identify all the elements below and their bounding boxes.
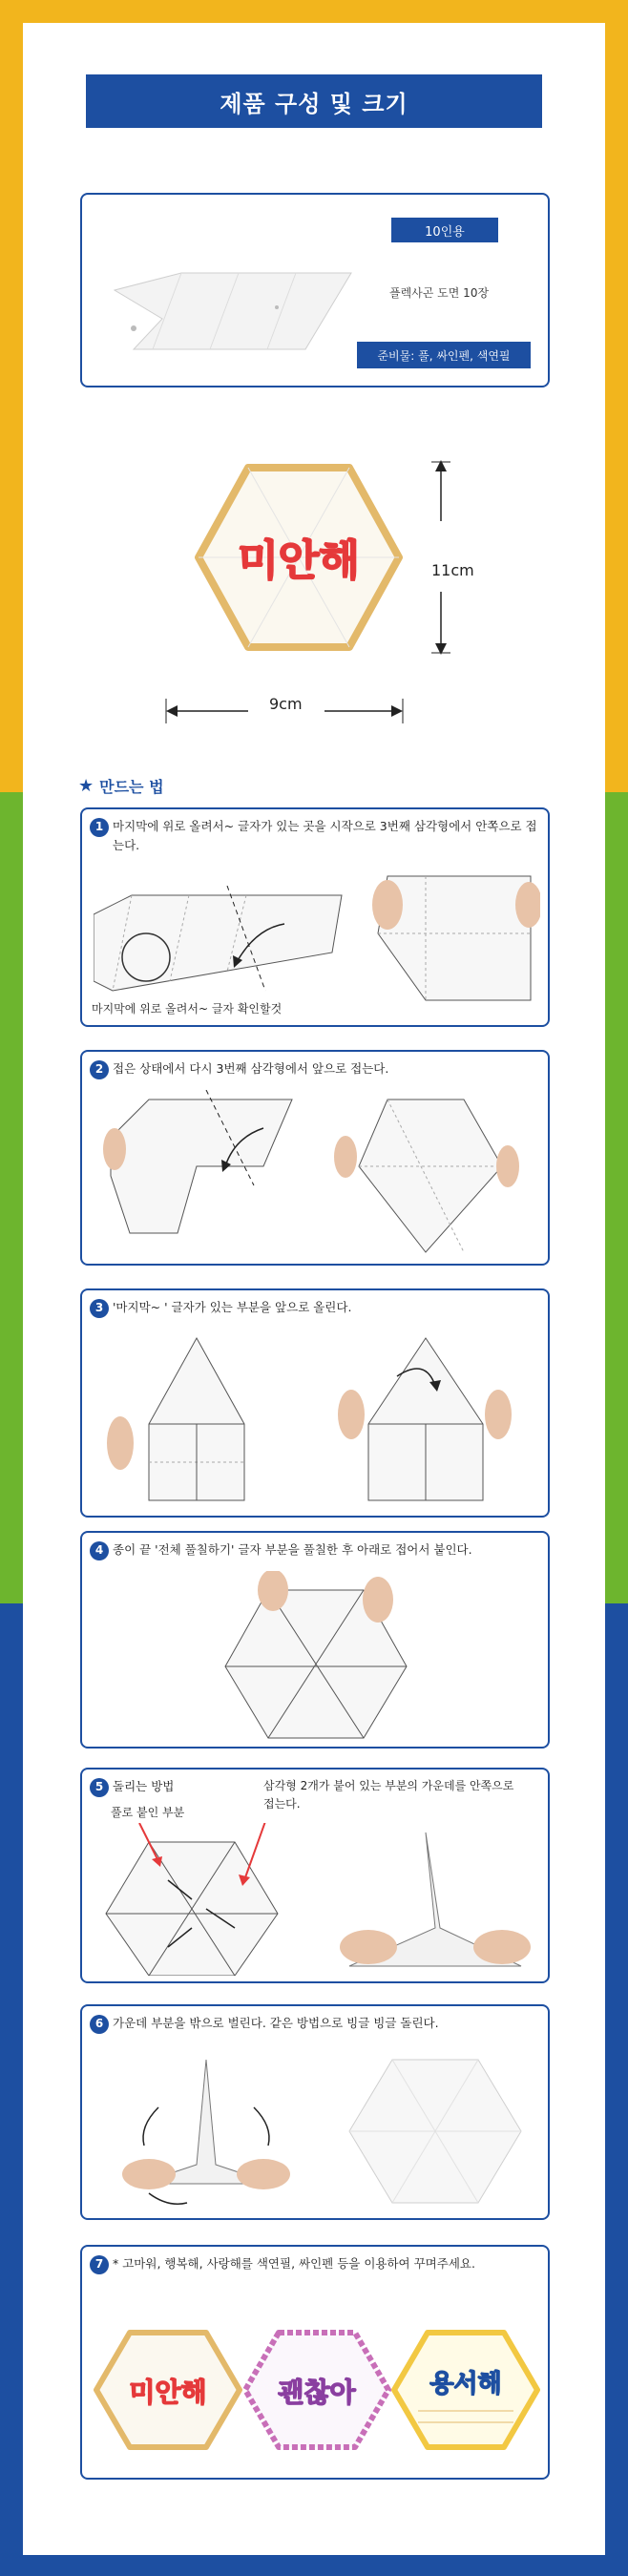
step-number: 5 <box>90 1778 109 1797</box>
hand-icon <box>107 1416 134 1470</box>
step-6-image-a <box>111 2050 302 2212</box>
svg-text:미안해: 미안해 <box>129 2377 207 2408</box>
page-title: 제품 구성 및 크기 <box>86 74 542 128</box>
step-number: 7 <box>90 2255 109 2274</box>
fold-instruction-label: 삼각형 2개가 붙어 있는 부분의 가운데를 안쪽으로 접는다. <box>263 1779 514 1812</box>
step-4-image <box>216 1571 416 1743</box>
composition-box <box>80 193 550 387</box>
hand-icon <box>103 1128 126 1170</box>
step-text: 돌리는 방법 <box>113 1779 175 1793</box>
step-text: 종이 끝 '전체 풀칠하기' 글자 부분을 풀칠한 후 아래로 접어서 붙인다. <box>113 1542 472 1557</box>
how-to-heading <box>78 775 164 797</box>
left-border-green <box>0 792 23 1603</box>
left-border-yellow <box>0 0 23 792</box>
height-label: 11cm <box>431 561 474 579</box>
step-5-image-b <box>330 1823 540 1976</box>
step-3 <box>80 1288 550 1518</box>
step-text: 마지막에 위로 올려서~ 글자가 있는 곳을 시작으로 3번째 삼각형에서 안쪽으로 접는다. <box>113 819 537 852</box>
top-border <box>0 0 628 23</box>
step-5-image-a <box>101 1823 292 1976</box>
step-5 <box>80 1768 550 1983</box>
svg-text:괜찮아: 괜찮아 <box>278 2377 356 2408</box>
size-illustration <box>143 449 506 735</box>
hand-icon <box>338 1390 365 1439</box>
capacity-badge: 10인용 <box>391 218 498 242</box>
step-number: 6 <box>90 2015 109 2034</box>
preparation-label: 준비물: 풀, 싸인펜, 색연필 <box>357 342 531 368</box>
step-2-image-a <box>101 1090 311 1258</box>
hand-icon <box>122 2159 176 2189</box>
right-border-blue <box>605 1603 628 2576</box>
step-7 <box>80 2245 550 2480</box>
hand-icon <box>363 1577 393 1623</box>
hand-icon <box>473 1930 531 1964</box>
example-hexagon-2 <box>241 2323 393 2457</box>
step-text: 접은 상태에서 다시 3번째 삼각형에서 앞으로 접는다. <box>113 1061 389 1076</box>
hand-icon <box>237 2159 290 2189</box>
step-number: 4 <box>90 1541 109 1560</box>
width-label: 9cm <box>269 695 303 713</box>
step-3-image-a <box>101 1329 292 1510</box>
hand-icon <box>372 880 403 930</box>
example-hexagon-3 <box>389 2323 542 2457</box>
composition-description: 플렉사곤 도면 10장 <box>389 286 490 300</box>
step-number: 3 <box>90 1299 109 1318</box>
step-1 <box>80 807 550 1027</box>
step-text: 가운데 부분을 밖으로 벌린다. 같은 방법으로 빙글 빙글 돌린다. <box>113 2016 439 2030</box>
right-border-yellow <box>605 0 628 792</box>
step-1-caption: 마지막에 위로 올려서~ 글자 확인할것 <box>92 1002 283 1016</box>
bottom-border <box>0 2555 628 2576</box>
glued-part-label: 풀로 붙인 부분 <box>111 1806 185 1819</box>
hand-icon <box>340 1930 397 1964</box>
hand-icon <box>485 1390 512 1439</box>
step-text: * 고마워, 행복해, 사랑해를 색연필, 싸인펜 등을 이용하여 꾸며주세요. <box>113 2256 475 2271</box>
flexagon-strip-image <box>95 233 372 367</box>
step-number: 2 <box>90 1060 109 1079</box>
hand-icon <box>258 1571 288 1611</box>
example-hexagon-1 <box>92 2323 244 2457</box>
step-2-image-b <box>330 1090 521 1258</box>
left-border-blue <box>0 1603 23 2576</box>
star-icon: ★ <box>78 776 94 796</box>
svg-text:용서해: 용서해 <box>429 2370 502 2398</box>
step-6-image-b <box>340 2050 531 2212</box>
hand-icon <box>334 1136 357 1178</box>
sample-text: 미안해 <box>238 536 360 585</box>
hand-icon <box>496 1145 519 1187</box>
step-2 <box>80 1050 550 1266</box>
step-4 <box>80 1531 550 1749</box>
step-1-image-a <box>94 886 351 1000</box>
step-3-image-b <box>330 1329 521 1510</box>
step-number: 1 <box>90 818 109 837</box>
right-border-green <box>605 792 628 1603</box>
step-6 <box>80 2004 550 2220</box>
how-to-heading-text: 만드는 법 <box>99 778 164 796</box>
step-text: '마지막~ ' 글자가 있는 부분을 앞으로 올린다. <box>113 1300 352 1314</box>
step-1-image-b <box>368 867 540 1010</box>
